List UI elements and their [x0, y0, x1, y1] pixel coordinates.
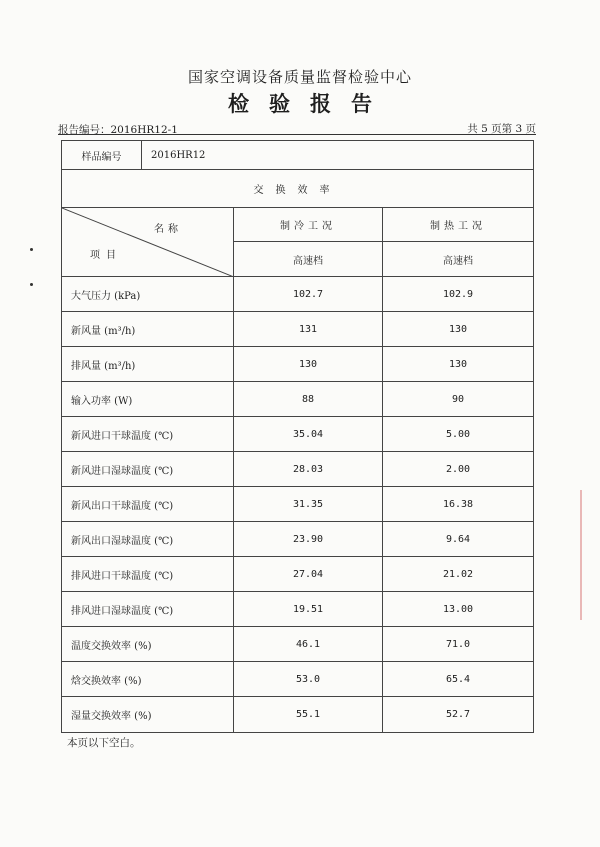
- cooling-value: 130: [234, 347, 383, 382]
- heating-value: 5.00: [383, 417, 534, 452]
- heating-header: 制热工况: [383, 208, 534, 242]
- heating-value: 13.00: [383, 592, 534, 627]
- cooling-value: 27.04: [234, 557, 383, 592]
- row-label: 新风进口湿球温度 (℃): [62, 452, 234, 487]
- heating-value: 9.64: [383, 522, 534, 557]
- row-label: 焓交换效率 (%): [62, 662, 234, 697]
- cooling-header: 制冷工况: [234, 208, 383, 242]
- name-header: 名称: [154, 224, 182, 235]
- cooling-speed-header: 高速档: [234, 242, 383, 277]
- cooling-value: 23.90: [234, 522, 383, 557]
- sample-value: 2016HR12: [142, 141, 534, 170]
- report-number: 报告编号：2016HR12-1: [58, 124, 178, 136]
- cooling-value: 102.7: [234, 277, 383, 312]
- heating-value: 2.00: [383, 452, 534, 487]
- cooling-value: 19.51: [234, 592, 383, 627]
- heating-value: 130: [383, 312, 534, 347]
- table-row: [62, 697, 534, 733]
- row-label: 温度交换效率 (%): [62, 627, 234, 662]
- heating-value: 21.02: [383, 557, 534, 592]
- item-header: 项目: [90, 250, 122, 261]
- cooling-value: 55.1: [234, 697, 383, 733]
- cooling-value: 131: [234, 312, 383, 347]
- row-label: 排风进口湿球温度 (℃): [62, 592, 234, 627]
- seal-stamp-edge: [580, 490, 600, 620]
- cooling-value: 31.35: [234, 487, 383, 522]
- table-row: [62, 557, 534, 592]
- table-row: [62, 347, 534, 382]
- cooling-value: 46.1: [234, 627, 383, 662]
- row-label: 排风量 (m³/h): [62, 347, 234, 382]
- cooling-value: 35.04: [234, 417, 383, 452]
- diagonal-header-cell: [62, 208, 234, 277]
- heating-value: 71.0: [383, 627, 534, 662]
- row-label: 湿量交换效率 (%): [62, 697, 234, 733]
- footer-note: 本页以下空白。: [67, 737, 141, 749]
- table-row: [62, 382, 534, 417]
- row-label: 新风出口干球温度 (℃): [62, 487, 234, 522]
- table-header-row: [62, 208, 534, 242]
- table-row: [62, 627, 534, 662]
- cooling-value: 53.0: [234, 662, 383, 697]
- heating-value: 65.4: [383, 662, 534, 697]
- row-label: 新风出口湿球温度 (℃): [62, 522, 234, 557]
- table-row: [62, 522, 534, 557]
- table-row: [62, 487, 534, 522]
- efficiency-table: [61, 140, 534, 733]
- row-label: 排风进口干球温度 (℃): [62, 557, 234, 592]
- header-rule: [58, 134, 536, 135]
- diagonal-line: [62, 208, 234, 277]
- section-title-row: [62, 170, 534, 208]
- heating-value: 90: [383, 382, 534, 417]
- cooling-value: 88: [234, 382, 383, 417]
- sample-label: 样品编号: [62, 141, 142, 170]
- row-label: 大气压力 (kPa): [62, 277, 234, 312]
- table-row: [62, 277, 534, 312]
- heating-value: 130: [383, 347, 534, 382]
- report-title: 检验报告: [228, 91, 392, 116]
- table-row: [62, 452, 534, 487]
- sample-row: [62, 141, 534, 170]
- section-title: 交换效率: [62, 170, 534, 208]
- table-row: [62, 592, 534, 627]
- binding-hole-mark: [30, 248, 33, 251]
- heating-speed-header: 高速档: [383, 242, 534, 277]
- row-label: 新风量 (m³/h): [62, 312, 234, 347]
- table-row: [62, 417, 534, 452]
- organization-name: 国家空调设备质量监督检验中心: [187, 68, 412, 86]
- page-info: 共 5 页第 3 页: [467, 123, 536, 135]
- row-label: 新风进口干球温度 (℃): [62, 417, 234, 452]
- table-row: [62, 312, 534, 347]
- table-row: [62, 662, 534, 697]
- binding-hole-mark: [30, 283, 33, 286]
- row-label: 输入功率 (W): [62, 382, 234, 417]
- heating-value: 16.38: [383, 487, 534, 522]
- heating-value: 102.9: [383, 277, 534, 312]
- cooling-value: 28.03: [234, 452, 383, 487]
- heating-value: 52.7: [383, 697, 534, 733]
